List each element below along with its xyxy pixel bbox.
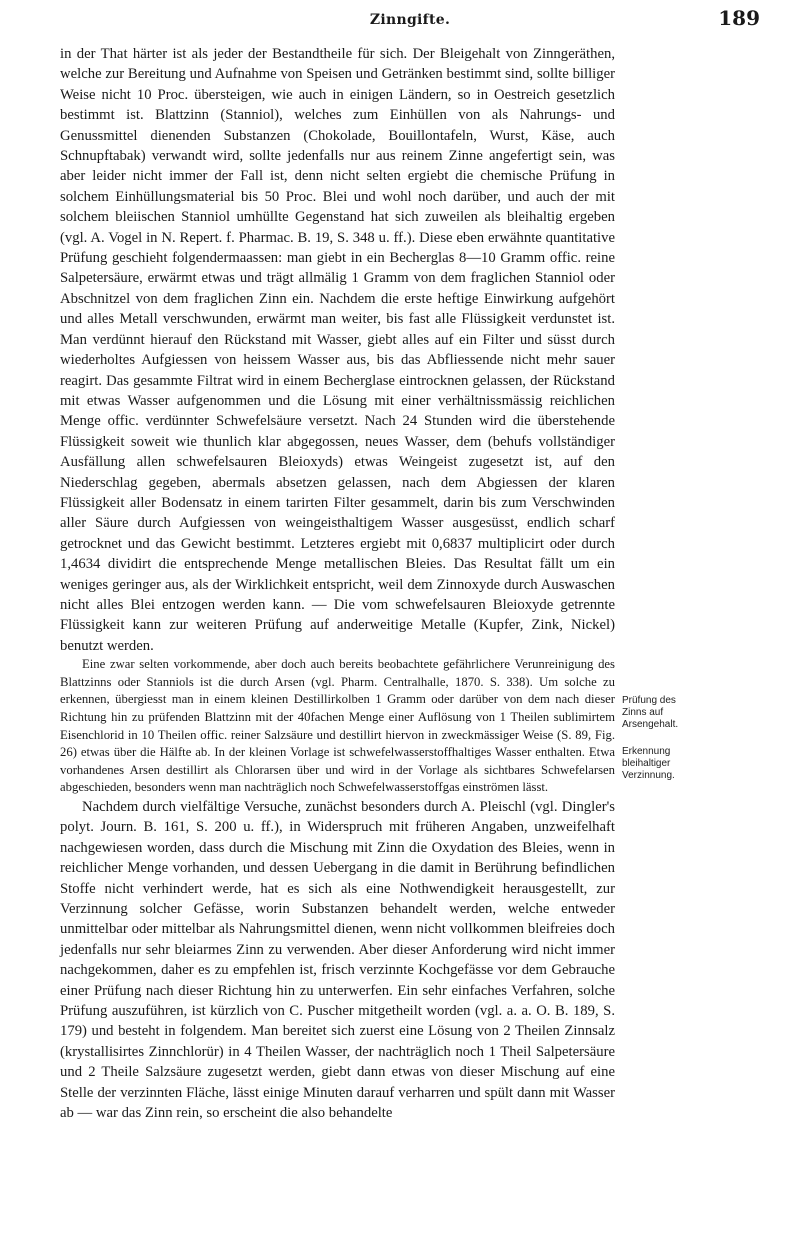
paragraph-arsenic-test: Eine zwar selten vorkommende, aber doch auch bereits beobachtete gefährlichere Verunreinigung des Blattzinns oder Stanniols ist die durch Arsen (vgl. Pharm. Centralhalle, 1870. S. 338). Um solche zu erkennen, übergiesst man in einem kleinen Destillirkolben 1 Gramm oder darüber von dem nach dieser Richtung hin zu prüfenden Blattzinn mit der 40fachen Menge einer Auflösung von 1 Theilen sublimirtem Eisenchlorid in 10 Theilen offic. reiner Salzsäure und destillirt hiervon in zweckmässiger Weise (S. 89, Fig. 26) etwas über die Hälfte ab. In der kleinen Vorlage ist schwefelwasserstoffhaltiges Wasser enthalten. Etwa vorhandenes Arsen destillirt als Chlorarsen über und wird in der Vorlage als sichtbares Schwefelarsen abgeschieden, besonders wenn man nachträglich noch Schwefelwasserstoffgas einströmen lässt.: [60, 657, 615, 795]
paragraph-tinning-test: Nachdem durch vielfältige Versuche, zunächst besonders durch A. Pleischl (vgl. Dingler's polyt. Journ. B. 161, S. 200 u. ff.), in Widerspruch mit früheren Angaben, unzweifelhaft nachgewiesen worden, dass durch die Mischung mit Zinn die Oxydation des Bleies, wenn in reichlicher Menge vorhanden, und dessen Uebergang in die damit in Berührung befindlichen Stoffe nicht verhindert werde, hat es sich als eine Nothwendigkeit herausgestellt, zur Verzinnung solcher Gefässe, worin Substanzen behandelt werden, welche entweder unmittelbar oder mittelbar als Nahrungsmittel dienen, wenn nicht vollkommen bleifreies doch jedenfalls nur sehr bleiarmes Zinn zu verwenden. Aber dieser Anforderung wird nicht immer nachgekommen, daher es zu empfehlen ist, frisch verzinnte Kochgefässe vor dem Gebrauche einer Prüfung nach dieser Richtung hin zu unterwerfen. Ein sehr einfaches Verfahren, solche Prüfung auszuführen, ist kürzlich von C. Puscher mitgetheilt worden (vgl. a. a. O. B. 189, S. 179) und besteht in folgendem. Man bereitet sich zuerst eine Lösung von 2 Theilen Zinnsalz (krystallisirtes Zinnchlorür) in 4 Theilen Wasser, der nachträglich noch 1 Theil Salpetersäure und 2 Theile Salzsäure zugesetzt werden, giebt dann etwas von dieser Mischung auf eine Stelle der verzinnten Fläche, lässt einige Minuten darauf verharren und spült dann mit Wasser ab — war das Zinn rein, so erscheint die also behandelte: [60, 798, 615, 1122]
running-title: Zinngifte.: [369, 12, 451, 28]
body-text: [60, 44, 615, 1123]
running-header: [60, 6, 760, 40]
page-number: 189: [718, 6, 760, 30]
paragraph-lead-analysis: in der That härter ist als jeder der Bestandtheile für sich. Der Bleigehalt von Zinngeräthen, welche zur Bereitung und Aufnahme von Speisen und Getränken bestimmt sind, sollte billiger Weise nicht 10 Proc. übersteigen, wie auch in einigen Ländern, so in Oestreich gesetzlich bestimmt ist. Blattzinn (Stanniol), welches zum Einhüllen von als Nahrungs- und Genussmittel dienenden Substanzen (Chokolade, Bouillontafeln, Wurst, Käse, auch Schnupftabak) verwandt wird, sollte jedenfalls nur aus reinem Zinne angefertigt sein, was aber leider nicht immer der Fall ist, denn nicht selten ergiebt die chemische Prüfung in solchem Einhüllungsmaterial bis 50 Proc. Blei und wohl noch darüber, und auch der mit solchem bleiischen Stanniol umhüllte Gegenstand hat sich zuweilen als bleihaltig ergeben (vgl. A. Vogel in N. Repert. f. Pharmac. B. 19, S. 348 u. ff.). Diese eben erwähnte quantitative Prüfung geschieht folgendermaassen: man giebt in ein Becherglas 8—10 Gramm offic. reine Salpetersäure, erwärmt etwas und trägt allmälig 1 Gramm von dem fraglichen Stanniol oder Abschnitzel von dem fraglichen Zinn ein. Nachdem die erste heftige Einwirkung aufgehört und alles Metall verschwunden, erwärmt man weiter, bis fast alle Flüssigkeit verdunstet ist. Man verdünnt hierauf den Rückstand mit Wasser, giebt alles auf ein Filter und süsst durch wiederholtes Aufgiessen von heissem Wasser aus, bis das Abfliessende nicht mehr sauer reagirt. Das gesammte Filtrat wird in einem Becherglase eintrocknen gelassen, der Rückstand mit etwas Wasser aufgenommen und die Lösung mit einer verhältnissmässig reichlichen Menge offic. verdünnter Schwefelsäure versetzt. Nach 24 Stunden wird die überstehende Flüssigkeit soweit wie thunlich klar abgegossen, neues Wasser, dem (behufs vollständiger Ausfällung allen schwefelsauren Bleioxyds) etwas Weingeist zugesetzt ist, auf den Niederschlag gegeben, abermals absetzen gelassen, nach dem Abgiessen der klaren Flüssigkeit aller Bodensatz in einem tarirten Filter gesammelt, darin bis zum Verschwinden aller Säure durch Aufgiessen von weingeisthaltigem Wasser ausgesüsst, endlich scharf getrocknet und das Gewicht bestimmt. Letzteres ergiebt mit 0,6837 multiplicirt oder durch 1,4634 dividirt die entsprechende Menge metallischen Bleies. Das Resultat fällt um ein weniges geringer aus, als der Wirklichkeit entspricht, weil dem Zinnoxyde durch Auswaschen nicht alles Blei entzogen werden kann. — Die vom schwefelsauren Bleioxyde getrennte Flüssigkeit kann zur weiteren Prüfung auf anderweitige Metalle (Kupfer, Zink, Nickel) benutzt werden.: [60, 46, 615, 654]
margin-note-tinning: Erkennung bleihaltiger Verzinnung.: [622, 746, 675, 781]
margin-note-arsenic: Prüfung des Zinns auf Arsengehalt.: [622, 695, 679, 730]
